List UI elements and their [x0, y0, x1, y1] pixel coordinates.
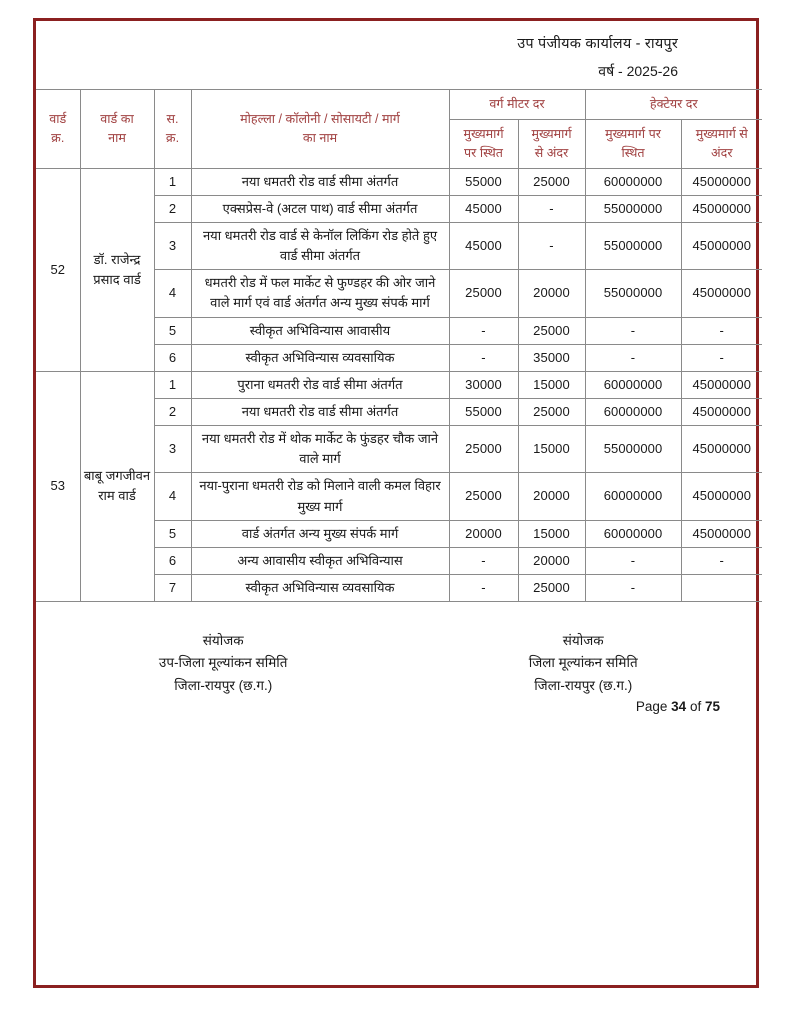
- office-title: उप पंजीयक कार्यालय - रायपुर: [517, 36, 678, 52]
- cell-hectare-on-main: 55000000: [585, 270, 681, 317]
- cell-serial-no: 7: [154, 574, 191, 601]
- cell-hectare-on-main: -: [585, 317, 681, 344]
- signature-block-sub-district: [36, 630, 410, 697]
- cell-sqm-inner: 25000: [518, 168, 585, 195]
- cell-sqm-on-main: -: [449, 574, 518, 601]
- cell-hectare-inner: 45000000: [681, 520, 762, 547]
- cell-serial-no: 6: [154, 344, 191, 371]
- cell-hectare-on-main: -: [585, 547, 681, 574]
- cell-hectare-on-main: -: [585, 344, 681, 371]
- cell-sqm-on-main: -: [449, 317, 518, 344]
- cell-hectare-inner: -: [681, 344, 762, 371]
- cell-sqm-on-main: 25000: [449, 270, 518, 317]
- cell-hectare-inner: 45000000: [681, 371, 762, 398]
- header-sqm-inner: [518, 119, 585, 168]
- cell-sqm-inner: 15000: [518, 371, 585, 398]
- cell-hectare-inner: 45000000: [681, 222, 762, 269]
- table-body: [36, 168, 762, 601]
- cell-sqm-on-main: 45000: [449, 222, 518, 269]
- header-ward-name-line2: नाम: [108, 130, 126, 145]
- header-group-hectare: हेक्टेयर दर: [585, 90, 762, 120]
- cell-sqm-inner: 15000: [518, 426, 585, 473]
- cell-sqm-inner: 15000: [518, 520, 585, 547]
- header-serial-no-line2: क्र.: [165, 130, 180, 145]
- header-hectare-on-main-line2: स्थित: [621, 145, 645, 160]
- header-ward-no-line2: क्र.: [51, 130, 65, 145]
- cell-sqm-on-main: 25000: [449, 426, 518, 473]
- document-heading: [36, 21, 756, 89]
- cell-sqm-on-main: -: [449, 547, 518, 574]
- sig-right-role: संयोजक: [562, 633, 604, 649]
- cell-ward-no: 52: [36, 168, 80, 371]
- sig-left-role: संयोजक: [202, 633, 244, 649]
- cell-ward-no: 53: [36, 371, 80, 601]
- cell-serial-no: 2: [154, 398, 191, 425]
- cell-sqm-inner: 25000: [518, 398, 585, 425]
- cell-serial-no: 2: [154, 195, 191, 222]
- header-hectare-inner-line2: अंदर: [711, 145, 733, 160]
- cell-sqm-on-main: 25000: [449, 473, 518, 520]
- cell-locality: नया धमतरी रोड वार्ड सीमा अंतर्गत: [191, 168, 449, 195]
- cell-sqm-inner: -: [518, 222, 585, 269]
- header-locality: [191, 90, 449, 169]
- cell-serial-no: 4: [154, 473, 191, 520]
- cell-hectare-inner: -: [681, 317, 762, 344]
- page-of-label: of: [689, 698, 702, 714]
- header-sqm-inner-line2: से अंदर: [534, 145, 569, 160]
- header-ward-name-line1: वार्ड का: [100, 111, 134, 126]
- cell-hectare-inner: 45000000: [681, 195, 762, 222]
- rates-table: [36, 89, 762, 602]
- cell-ward-name: बाबू जगजीवन राम वार्ड: [80, 371, 154, 601]
- cell-sqm-inner: -: [518, 195, 585, 222]
- cell-sqm-inner: 35000: [518, 344, 585, 371]
- cell-hectare-on-main: 60000000: [585, 168, 681, 195]
- header-hectare-on-main: [585, 119, 681, 168]
- page-number: [36, 697, 756, 714]
- header-sqm-on-main-line2: पर स्थित: [464, 145, 503, 160]
- cell-hectare-on-main: 60000000: [585, 473, 681, 520]
- cell-hectare-inner: 45000000: [681, 398, 762, 425]
- header-ward-no: [36, 90, 80, 169]
- cell-locality: वार्ड अंतर्गत अन्य मुख्य संपर्क मार्ग: [191, 520, 449, 547]
- header-sqm-inner-line1: मुख्यमार्ग: [531, 126, 572, 141]
- header-sqm-on-main: [449, 119, 518, 168]
- header-row-primary: [36, 90, 762, 120]
- cell-serial-no: 3: [154, 222, 191, 269]
- cell-hectare-inner: 45000000: [681, 270, 762, 317]
- sig-left-district: जिला-रायपुर (छ.ग.): [174, 677, 273, 693]
- sig-left-committee: उप-जिला मूल्यांकन समिति: [158, 655, 288, 671]
- cell-sqm-on-main: 55000: [449, 398, 518, 425]
- table-row: [36, 371, 762, 398]
- header-serial-no-line1: स.: [166, 111, 179, 126]
- signature-section: [36, 602, 756, 697]
- cell-ward-name: डॉ. राजेन्द्र प्रसाद वार्ड: [80, 168, 154, 371]
- header-locality-line2: का नाम: [302, 130, 338, 145]
- cell-locality: नया धमतरी रोड में थोक मार्केट के फुंडहर चौक जाने वाले मार्ग: [191, 426, 449, 473]
- cell-hectare-inner: -: [681, 547, 762, 574]
- cell-locality: अन्य आवासीय स्वीकृत अभिविन्यास: [191, 547, 449, 574]
- header-locality-line1: मोहल्ला / कॉलोनी / सोसायटी / मार्ग: [240, 111, 400, 126]
- page-label-prefix: Page: [635, 698, 668, 714]
- cell-locality: नया धमतरी रोड वार्ड से केनॉल लिकिंग रोड होते हुए वार्ड सीमा अंतर्गत: [191, 222, 449, 269]
- cell-serial-no: 5: [154, 317, 191, 344]
- page-inner: [36, 21, 756, 985]
- signature-block-district: [410, 630, 756, 697]
- cell-locality: धमतरी रोड में फल मार्केट से फुण्डहर की ओर जाने वाले मार्ग एवं वार्ड अंतर्गत अन्य मुख्य संपर्क मार्ग: [191, 270, 449, 317]
- cell-locality: पुराना धमतरी रोड वार्ड सीमा अंतर्गत: [191, 371, 449, 398]
- header-hectare-on-main-line1: मुख्यमार्ग पर: [605, 126, 661, 141]
- header-group-sqm: वर्ग मीटर दर: [449, 90, 585, 120]
- cell-hectare-on-main: 55000000: [585, 222, 681, 269]
- cell-sqm-on-main: 30000: [449, 371, 518, 398]
- cell-sqm-inner: 25000: [518, 317, 585, 344]
- cell-hectare-on-main: 60000000: [585, 520, 681, 547]
- cell-sqm-on-main: 20000: [449, 520, 518, 547]
- cell-hectare-inner: 45000000: [681, 473, 762, 520]
- cell-hectare-on-main: 55000000: [585, 195, 681, 222]
- year-line: वर्ष - 2025-26: [598, 63, 678, 79]
- cell-hectare-on-main: -: [585, 574, 681, 601]
- cell-sqm-inner: 20000: [518, 547, 585, 574]
- cell-hectare-on-main: 60000000: [585, 371, 681, 398]
- cell-locality: स्वीकृत अभिविन्यास व्यवसायिक: [191, 574, 449, 601]
- cell-locality: स्वीकृत अभिविन्यास आवासीय: [191, 317, 449, 344]
- cell-serial-no: 1: [154, 168, 191, 195]
- table-head: [36, 90, 762, 169]
- cell-serial-no: 3: [154, 426, 191, 473]
- cell-hectare-on-main: 55000000: [585, 426, 681, 473]
- header-sqm-on-main-line1: मुख्यमार्ग: [463, 126, 504, 141]
- header-hectare-inner: [681, 119, 762, 168]
- page-total: 75: [704, 698, 720, 714]
- cell-serial-no: 6: [154, 547, 191, 574]
- cell-locality: नया-पुराना धमतरी रोड को मिलाने वाली कमल विहार मुख्य मार्ग: [191, 473, 449, 520]
- cell-hectare-inner: 45000000: [681, 426, 762, 473]
- header-ward-name: [80, 90, 154, 169]
- header-hectare-inner-line1: मुख्यमार्ग से: [695, 126, 748, 141]
- sig-right-district: जिला-रायपुर (छ.ग.): [534, 677, 633, 693]
- cell-sqm-on-main: 55000: [449, 168, 518, 195]
- header-ward-no-line1: वार्ड: [49, 111, 67, 126]
- cell-serial-no: 4: [154, 270, 191, 317]
- cell-locality: एक्सप्रेस-वे (अटल पाथ) वार्ड सीमा अंतर्गत: [191, 195, 449, 222]
- cell-hectare-inner: 45000000: [681, 168, 762, 195]
- cell-hectare-inner: [681, 574, 762, 601]
- document-page: [33, 18, 759, 988]
- cell-sqm-on-main: 45000: [449, 195, 518, 222]
- cell-hectare-on-main: 60000000: [585, 398, 681, 425]
- cell-sqm-inner: 20000: [518, 270, 585, 317]
- sig-right-committee: जिला मूल्यांकन समिति: [528, 655, 638, 671]
- cell-locality: नया धमतरी रोड वार्ड सीमा अंतर्गत: [191, 398, 449, 425]
- cell-sqm-inner: 25000: [518, 574, 585, 601]
- cell-serial-no: 1: [154, 371, 191, 398]
- cell-sqm-inner: 20000: [518, 473, 585, 520]
- cell-serial-no: 5: [154, 520, 191, 547]
- cell-locality: स्वीकृत अभिविन्यास व्यवसायिक: [191, 344, 449, 371]
- table-row: [36, 168, 762, 195]
- page-current: 34: [671, 698, 687, 714]
- cell-sqm-on-main: -: [449, 344, 518, 371]
- header-serial-no: [154, 90, 191, 169]
